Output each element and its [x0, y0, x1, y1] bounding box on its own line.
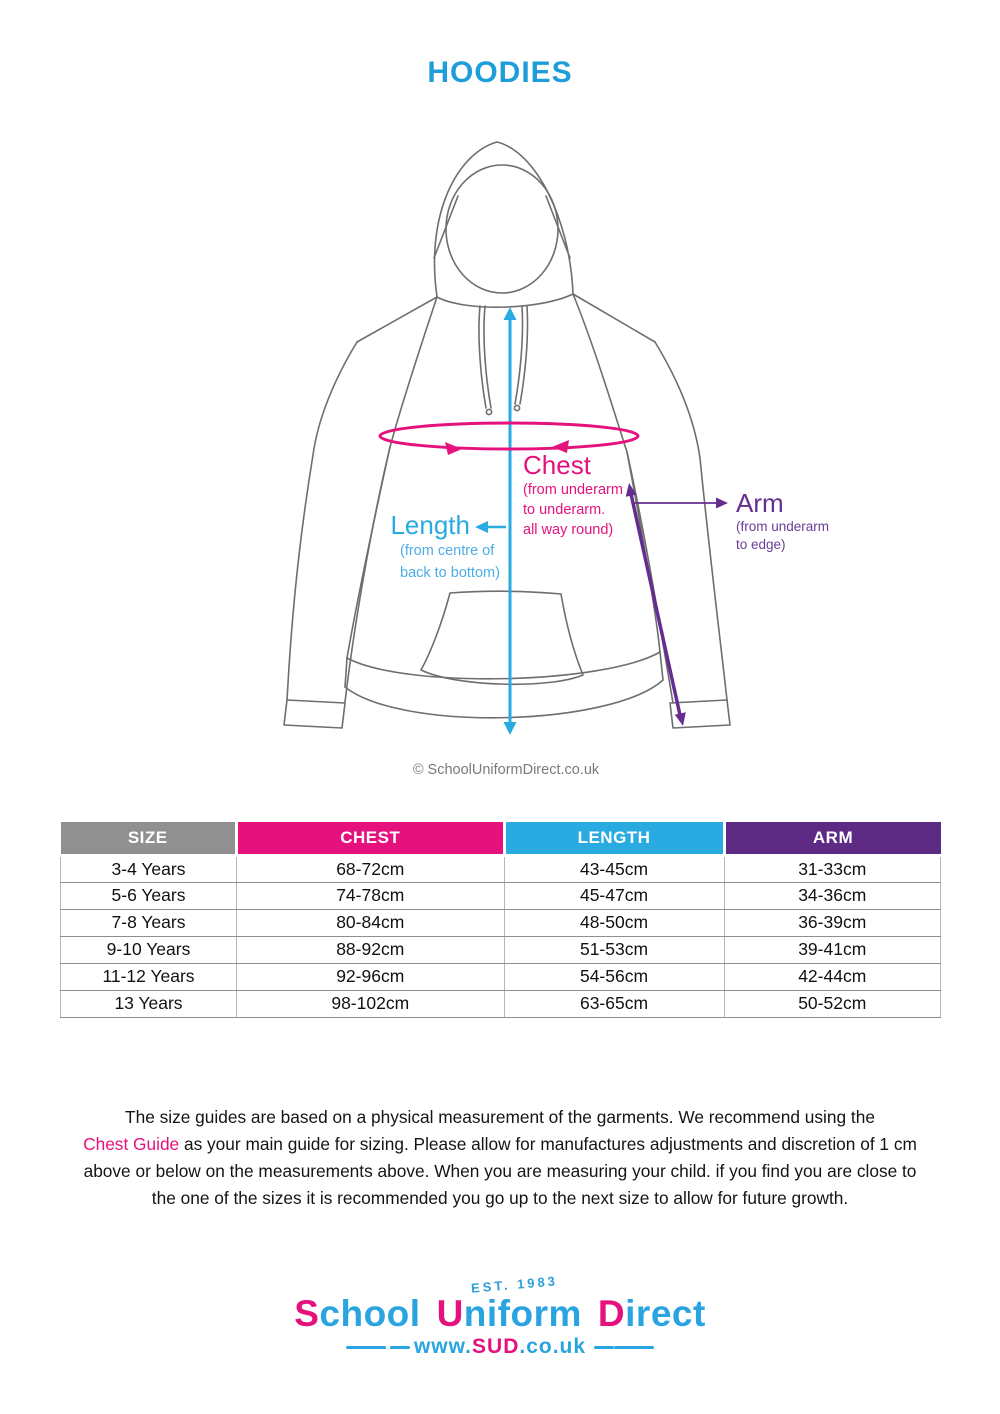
- logo-word-direct: [598, 1293, 706, 1334]
- arm-label: Arm: [736, 488, 784, 518]
- arrow-left-icon: [475, 521, 488, 533]
- note-line-1: The size guides are based on a physical measurement of the garments. We recommend using the: [125, 1107, 875, 1127]
- chest-label: Chest: [523, 450, 591, 480]
- length-note-2: back to bottom): [400, 565, 500, 581]
- cell-length: 54-56cm: [504, 963, 724, 990]
- cell-arm: 50-52cm: [724, 990, 940, 1017]
- header-chest: CHEST: [237, 822, 505, 855]
- cell-chest: 98-102cm: [237, 990, 505, 1017]
- cell-length: 51-53cm: [504, 936, 724, 963]
- drawstring-left-2: [484, 306, 491, 408]
- size-table: [60, 822, 941, 1018]
- cell-arm: 36-39cm: [724, 909, 940, 936]
- chest-note-2: to underarm.: [523, 502, 606, 518]
- header-length: LENGTH: [504, 822, 724, 855]
- shoulder-right: [573, 294, 655, 342]
- cell-arm: 34-36cm: [724, 882, 940, 909]
- logo-word-school: [294, 1293, 420, 1334]
- url-www: www.: [413, 1335, 473, 1358]
- cell-arm: 42-44cm: [724, 963, 940, 990]
- cell-arm: 31-33cm: [724, 855, 940, 882]
- hood-opening: [446, 165, 558, 293]
- length-note-1: (from centre of: [400, 543, 495, 559]
- neckline: [437, 294, 573, 307]
- table-row: [61, 909, 941, 936]
- cell-size: 13 Years: [61, 990, 237, 1017]
- logo-letters: chool: [319, 1293, 421, 1334]
- url-sud: SUD: [472, 1335, 520, 1358]
- size-guide-note: [60, 1104, 940, 1212]
- logo-est-text: EST. 1983: [470, 1273, 558, 1296]
- size-table-header-row: [61, 822, 941, 855]
- dash-line-icon: [346, 1346, 386, 1349]
- dash-line-icon: [390, 1346, 410, 1349]
- waistband-top: [347, 652, 660, 679]
- table-row: [61, 963, 941, 990]
- chest-note-1: (from underarm: [523, 482, 623, 498]
- sleeve-left-inner: [345, 447, 390, 702]
- logo-letter: S: [294, 1293, 320, 1334]
- cuff-left: [284, 700, 345, 728]
- cell-chest: 88-92cm: [237, 936, 505, 963]
- header-size: SIZE: [61, 822, 237, 855]
- dash-line-icon: [594, 1346, 614, 1349]
- chest-note-3: all way round): [523, 522, 614, 538]
- cell-size: 5-6 Years: [61, 882, 237, 909]
- pocket: [421, 591, 583, 684]
- cell-arm: 39-41cm: [724, 936, 940, 963]
- logo-url: [414, 1335, 586, 1359]
- chest-guide-highlight: Chest Guide: [83, 1134, 180, 1154]
- table-row: [61, 882, 941, 909]
- cell-length: 43-45cm: [504, 855, 724, 882]
- table-row: [61, 936, 941, 963]
- cell-chest: 68-72cm: [237, 855, 505, 882]
- logo-letter: U: [436, 1293, 464, 1334]
- arrow-right-icon: [716, 498, 728, 509]
- table-row: [61, 855, 941, 882]
- cell-length: 45-47cm: [504, 882, 724, 909]
- length-label: Length: [390, 510, 470, 540]
- note-line-4: the one of the sizes it is recommended you go up to the next size to allow for future growth.: [151, 1188, 849, 1208]
- logo-letters: niform: [463, 1293, 582, 1334]
- drawstring-right: [515, 306, 523, 404]
- arm-note-2: to edge): [736, 537, 786, 552]
- table-row: [61, 990, 941, 1017]
- cell-size: 11-12 Years: [61, 963, 237, 990]
- drawstring-left-tip: [486, 409, 491, 414]
- sleeve-left-outer: [287, 342, 357, 700]
- copyright-text: © SchoolUniformDirect.co.uk: [412, 762, 600, 778]
- cell-size: 9-10 Years: [61, 936, 237, 963]
- header-arm: ARM: [724, 822, 940, 855]
- hoodie-drawing: [250, 118, 880, 790]
- note-line-3: above or below on the measurements above. When you are measuring your child. if you find you are close to: [83, 1161, 917, 1181]
- url-couk: .co.uk: [519, 1335, 587, 1358]
- arm-note-1: (from underarm: [736, 519, 830, 534]
- logo-letter: D: [597, 1293, 626, 1334]
- logo-wordmark: [0, 1294, 1000, 1334]
- cell-length: 63-65cm: [504, 990, 724, 1017]
- cell-size: 3-4 Years: [61, 855, 237, 882]
- cell-chest: 92-96cm: [237, 963, 505, 990]
- waistband-right-edge: [660, 652, 663, 680]
- logo-letters: irect: [625, 1293, 706, 1334]
- brand-logo: [0, 1273, 1000, 1359]
- arrow-up-icon: [504, 307, 517, 320]
- logo-word-uniform: [437, 1293, 582, 1334]
- cell-chest: 74-78cm: [237, 882, 505, 909]
- hood-fold-right: [546, 196, 570, 258]
- note-line-2: [60, 1131, 940, 1158]
- arrow-down-icon: [675, 712, 686, 726]
- logo-url-line: [0, 1335, 1000, 1359]
- cell-size: 7-8 Years: [61, 909, 237, 936]
- waistband-bottom: [345, 680, 663, 718]
- arrow-down-icon: [504, 722, 517, 735]
- hoodie-diagram: [250, 118, 880, 790]
- arrow-right-icon: [445, 442, 462, 455]
- cell-chest: 80-84cm: [237, 909, 505, 936]
- drawstring-right-tip: [514, 405, 519, 410]
- page-title: HOODIES: [427, 56, 573, 89]
- cell-length: 48-50cm: [504, 909, 724, 936]
- dash-line-icon: [614, 1346, 654, 1349]
- note-line-2-rest: as your main guide for sizing. Please allow for manufactures adjustments and discretion of 1 cm: [179, 1134, 917, 1154]
